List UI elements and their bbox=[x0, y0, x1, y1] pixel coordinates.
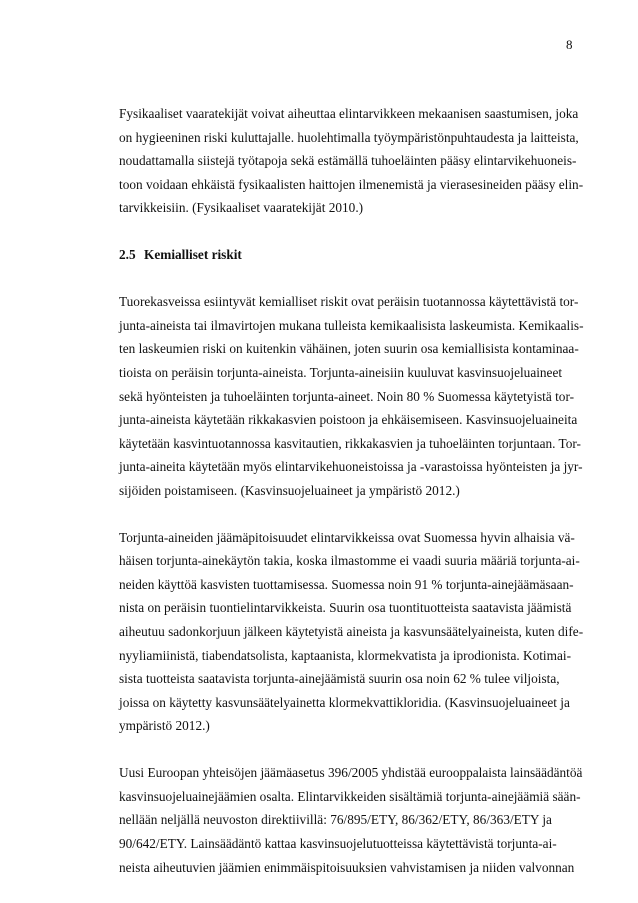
text-line: sekä hyönteisten ja tuhoeläinten torjunta-aineet. Noin 80 % Suomessa käytetyistä tor- bbox=[119, 388, 575, 404]
paragraph-spacer bbox=[119, 267, 517, 291]
paragraph-spacer bbox=[119, 738, 517, 762]
section-title: Kemialliset riskit bbox=[144, 247, 242, 263]
text-line: tarvikkeisiin. (Fysikaaliset vaaratekijät 2010.) bbox=[119, 200, 364, 216]
text-line: käytetään kasvintuotannossa kasvitautien, rikkakasvien ja tuhoeläinten torjuntaan. Tor- bbox=[119, 435, 581, 451]
paragraph-physical-hazards bbox=[119, 102, 584, 220]
text-line: tioista on peräisin torjunta-aineista. Torjunta-aineisiin kuuluvat kasvinsuojeluaineet bbox=[119, 365, 563, 381]
text-line: ympäristö 2012.) bbox=[119, 718, 210, 734]
document-body bbox=[119, 102, 584, 879]
text-line: kasvinsuojeluainejäämien osalta. Elintarvikkeiden sisältämiä torjunta-ainejäämiä sään- bbox=[119, 788, 581, 804]
paragraph-residue-levels bbox=[119, 526, 584, 738]
text-line: häisen torjunta-ainekäytön takia, koska ilmastomme ei vaadi suuria määriä torjunta-ai- bbox=[119, 553, 580, 569]
text-line: Fysikaaliset vaaratekijät voivat aiheuttaa elintarvikkeen mekaanisen saastumisen, joka bbox=[119, 106, 579, 121]
text-line: aiheutuu sadonkorjuun jälkeen käytetyistä aineista ja kasvunsäätelyaineista, kuten dife- bbox=[119, 624, 584, 640]
text-line: nyyliamiinistä, tiabendatsolista, kaptaanista, klormekvatista ja iprodionista. Kotimai- bbox=[119, 647, 571, 663]
paragraph-spacer bbox=[119, 220, 517, 244]
text-line: neista aiheutuvien jäämien enimmäispitoisuuksien vahvistamisen ja niiden valvonnan bbox=[119, 859, 575, 875]
text-line: on hygieeninen riski kuluttajalle. huolehtimalla työympäristönpuhtaudesta ja laitteista, bbox=[119, 129, 579, 145]
text-line: sijöiden poistamiseen. (Kasvinsuojeluaineet ja ympäristö 2012.) bbox=[119, 482, 460, 498]
text-line: joissa on käytetty kasvunsäätelyainetta klormekvattikloridia. (Kasvinsuojeluaineet ja bbox=[119, 694, 570, 710]
text-line: junta-aineista tai ilmavirtojen mukana tulleista kemikaalisista laskeumista. Kemikaalis- bbox=[119, 317, 584, 333]
text-line: junta-aineista käytetään rikkakasvien poistoon ja ehkäisemiseen. Kasvinsuojeluaineita bbox=[119, 412, 578, 428]
text-line: neiden käyttöä kasvisten tuottamisessa. Suomessa noin 91 % torjunta-ainejäämäsaan- bbox=[119, 576, 574, 592]
text-line: 90/642/ETY. Lainsäädäntö kattaa kasvinsuojelutuotteissa käytettävistä torjunta-ai- bbox=[119, 835, 557, 851]
paragraph-chemical-risks bbox=[119, 290, 584, 502]
page-number: 8 bbox=[566, 37, 573, 52]
text-line: toon voidaan ehkäistä fysikaalisten haittojen ilmenemistä ja vierasesineiden pääsy elin- bbox=[119, 176, 584, 192]
text-line: sista tuotteista saatavista torjunta-ainejäämistä suurin osa noin 62 % tulee viljoista, bbox=[119, 671, 560, 687]
section-heading bbox=[119, 243, 517, 267]
paragraph-spacer bbox=[119, 502, 517, 526]
text-line: nista on peräisin tuontielintarvikkeista. Suurin osa tuontituotteista saatavista jäämistä bbox=[119, 600, 572, 616]
text-line: noudattamalla siistejä työtapoja sekä estämällä tuhoeläinten pääsy elintarvikehuoneis- bbox=[119, 153, 577, 169]
text-line: ten laskeumien riski on kuitenkin vähäinen, joten suurin osa kemiallisista kontaminaa- bbox=[119, 341, 579, 357]
text-line: junta-aineita käytetään myös elintarvikehuoneistoissa ja -varastoissa hyönteisten ja jyr- bbox=[119, 459, 583, 475]
text-line: Tuorekasveissa esiintyvät kemialliset riskit ovat peräisin tuotannossa käytettävistä tor- bbox=[119, 294, 579, 310]
section-number: 2.5 bbox=[119, 247, 136, 263]
paragraph-legislation bbox=[119, 761, 583, 879]
text-line: Torjunta-aineiden jäämäpitoisuudet elintarvikkeissa ovat Suomessa hyvin alhaisia vä- bbox=[119, 529, 575, 545]
text-line: nellään neljällä neuvoston direktiivillä: 76/895/ETY, 86/362/ETY, 86/363/ETY ja bbox=[119, 812, 552, 828]
text-line: Uusi Euroopan yhteisöjen jäämäasetus 396/2005 yhdistää eurooppalaista lainsäädäntöä bbox=[119, 765, 583, 781]
